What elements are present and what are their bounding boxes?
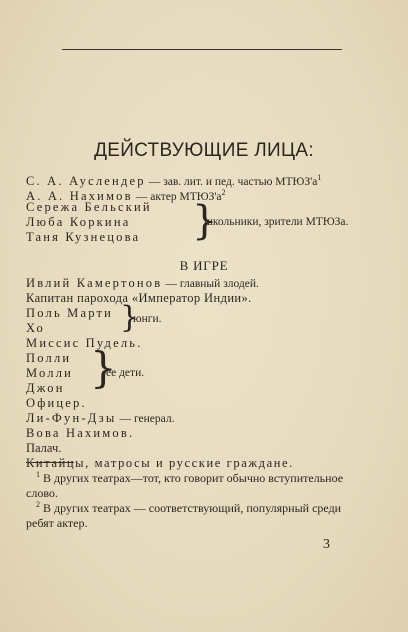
game-subheading: В ИГРЕ: [179, 258, 229, 273]
footnote-mark: 2: [36, 500, 40, 509]
footnote-rule: [26, 462, 74, 463]
character-name: Китайцы, матросы и русские граждане.: [26, 456, 294, 470]
cast-name: А. А. Нахимов: [26, 189, 133, 204]
character-name: Палач.: [26, 441, 62, 455]
cast-name: Люба Коркина: [26, 215, 131, 229]
character-name: Миссис Пудель.: [26, 336, 143, 350]
character-name: Ли-Фун-Дзы: [26, 411, 117, 425]
character-name: Полли: [26, 351, 72, 365]
character-name: Вова Нахимов.: [26, 426, 135, 440]
character-role: — генерал.: [119, 413, 175, 425]
top-rule: [62, 49, 342, 50]
brace-icon: }: [192, 198, 218, 244]
cast-name: С. А. Ауслендер: [26, 174, 146, 189]
footnote: [26, 497, 346, 531]
footnote-mark: 1: [36, 470, 40, 479]
character-role: — главный злодей.: [165, 278, 259, 290]
character-name: Молли: [26, 366, 74, 380]
character-name: Джон: [26, 381, 65, 395]
cast-name: Сережа Бельский: [26, 200, 152, 214]
cast-heading: ДЕЙСТВУЮЩИЕ ЛИЦА:: [94, 140, 314, 161]
cast-name: Таня Кузнецова: [26, 230, 141, 244]
group-label: юнги.: [133, 313, 162, 325]
group-label: ее дети.: [106, 367, 145, 379]
footnote: [26, 467, 346, 501]
footnote-mark: 2: [221, 188, 226, 197]
character-name: Хо: [26, 321, 45, 335]
character-name: Ивлий Камертонов: [26, 276, 163, 290]
footnote-text: В других театрах—тот, кто говорит обычно вступительное слово.: [26, 471, 344, 500]
cast-role: — актер МТЮЗ'а: [135, 191, 222, 204]
cast-group-label: школьники, зрители МТЮЗа.: [204, 216, 349, 228]
page-number: 3: [323, 537, 330, 552]
brace-icon: }: [120, 300, 140, 335]
game-line: [26, 276, 259, 292]
footnote-mark: 1: [317, 173, 322, 182]
character-name: Поль Марти: [26, 306, 114, 320]
cast-role: — зав. лит. и пед. частью МТЮЗ'а: [148, 176, 318, 189]
brace-icon: }: [90, 343, 117, 392]
game-line: [26, 411, 174, 427]
character-name: Капитан парохода «Император Индии».: [26, 291, 252, 305]
character-name: Офицер.: [26, 396, 87, 410]
footnote-text: В других театрах — соответствующий, популярный среди ребят актер.: [26, 501, 342, 530]
